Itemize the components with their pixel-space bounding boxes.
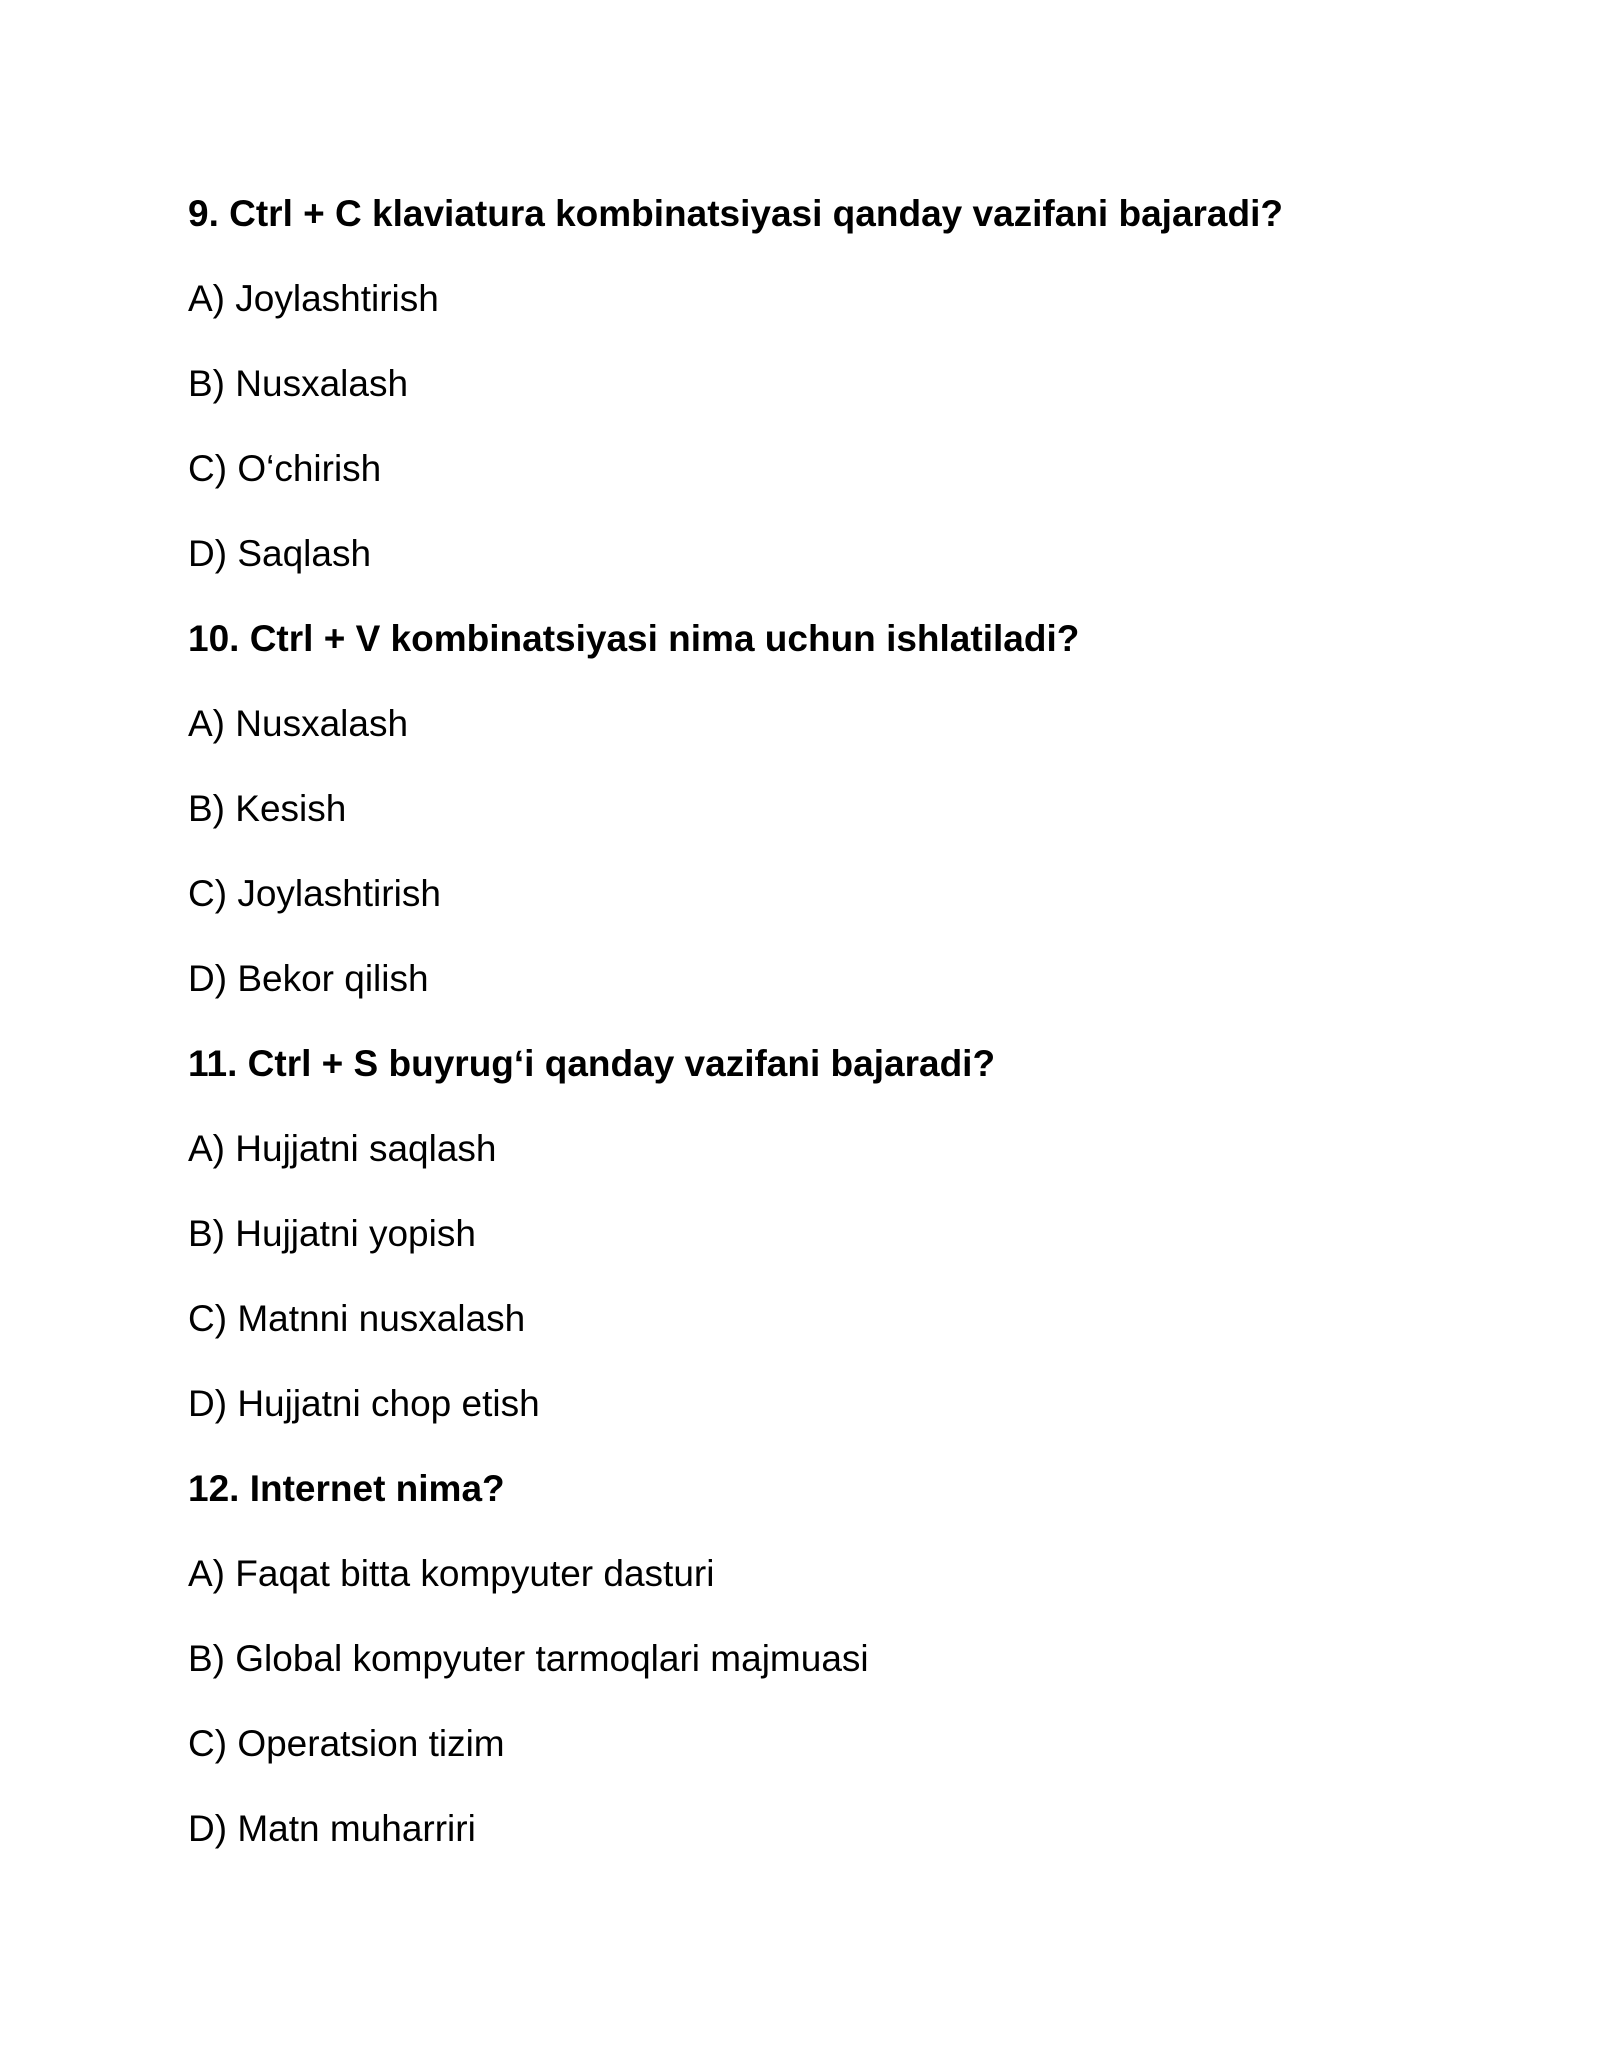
option-d: D) Bekor qilish <box>188 958 429 999</box>
question-12 <box>188 1461 1438 1886</box>
option-b: B) Kesish <box>188 788 347 829</box>
option-c: C) O‘chirish <box>188 448 382 489</box>
question-10 <box>188 611 1438 1036</box>
question-11 <box>188 1036 1438 1461</box>
option-c: C) Operatsion tizim <box>188 1723 505 1764</box>
option-d: D) Matn muharriri <box>188 1808 476 1849</box>
option-a: A) Joylashtirish <box>188 278 439 319</box>
option-b: B) Hujjatni yopish <box>188 1213 476 1254</box>
question-text: 10. Ctrl + V kombinatsiyasi nima uchun ishlatiladi? <box>188 618 1080 659</box>
option-d: D) Saqlash <box>188 533 372 574</box>
question-text: 12. Internet nima? <box>188 1468 505 1509</box>
option-b: B) Nusxalash <box>188 363 409 404</box>
option-d: D) Hujjatni chop etish <box>188 1383 540 1424</box>
option-a: A) Nusxalash <box>188 703 409 744</box>
question-text: 11. Ctrl + S buyrug‘i qanday vazifani bajaradi? <box>188 1043 996 1084</box>
option-c: C) Joylashtirish <box>188 873 441 914</box>
quiz-content <box>188 186 1438 1886</box>
question-text: 9. Ctrl + C klaviatura kombinatsiyasi qanday vazifani bajaradi? <box>188 193 1283 234</box>
option-c: C) Matnni nusxalash <box>188 1298 526 1339</box>
option-a: A) Hujjatni saqlash <box>188 1128 497 1169</box>
option-a: A) Faqat bitta kompyuter dasturi <box>188 1553 715 1594</box>
question-9 <box>188 186 1438 611</box>
option-b: B) Global kompyuter tarmoqlari majmuasi <box>188 1638 869 1679</box>
